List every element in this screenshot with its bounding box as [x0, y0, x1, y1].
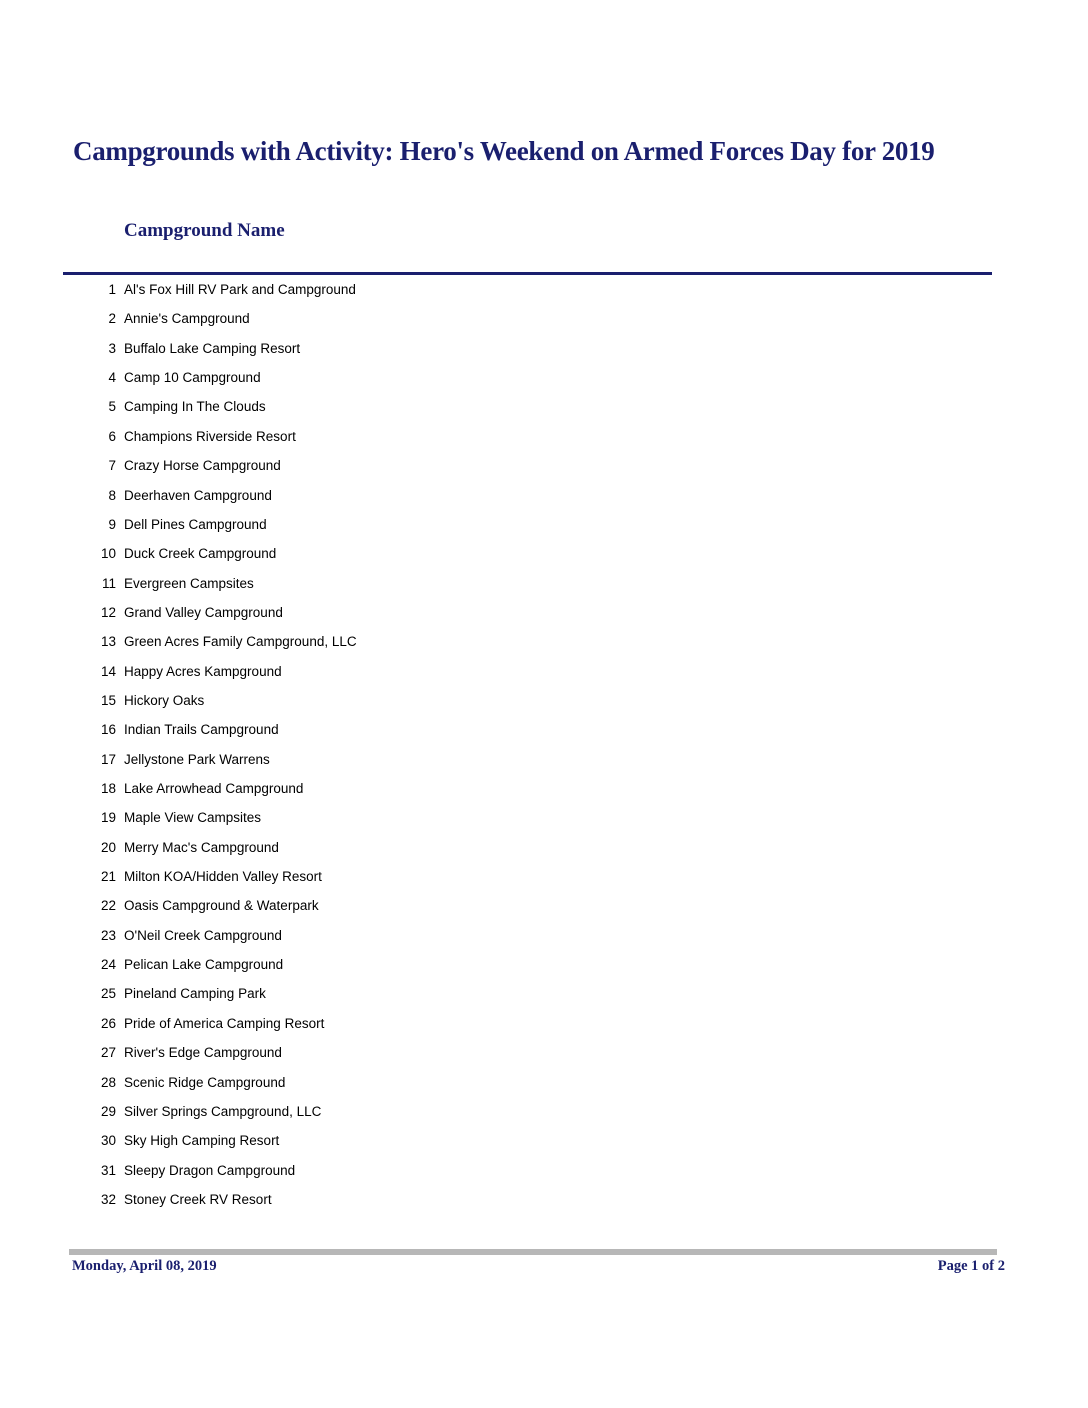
list-item: [60, 1073, 285, 1093]
row-number: 25: [100, 986, 116, 1002]
campground-name: Al's Fox Hill RV Park and Campground: [124, 282, 356, 297]
row-number: 15: [100, 692, 116, 708]
list-item: [60, 691, 204, 711]
row-number: 22: [100, 898, 116, 914]
row-number: 31: [100, 1162, 116, 1178]
list-item: [60, 955, 283, 975]
row-number: 32: [100, 1191, 116, 1207]
list-item: [60, 1043, 282, 1063]
campground-name: Pelican Lake Campground: [124, 957, 284, 973]
campground-name: Duck Creek Campground: [124, 546, 277, 562]
campground-name: Lake Arrowhead Campground: [124, 781, 304, 796]
list-item: [60, 808, 261, 828]
campground-name: River's Edge Campground: [124, 1045, 282, 1061]
list-item: [60, 838, 279, 858]
list-item: [60, 867, 322, 887]
row-number: 24: [100, 957, 116, 973]
list-item: [60, 632, 357, 652]
row-number: 14: [100, 663, 116, 679]
campground-name: Sky High Camping Resort: [124, 1133, 280, 1149]
row-number: 20: [100, 839, 116, 855]
header-divider: [63, 272, 992, 275]
list-item: [60, 427, 296, 447]
row-number: 16: [100, 722, 116, 738]
campground-name: O'Neil Creek Campground: [124, 927, 282, 943]
campground-name: Evergreen Campsites: [124, 575, 254, 591]
page-indicator: Page 1 of 2: [937, 1258, 1005, 1274]
list-item: [60, 662, 282, 682]
campground-name: Jellystone Park Warrens: [124, 751, 270, 767]
row-number: 13: [100, 634, 116, 650]
campground-name: Maple View Campsites: [124, 810, 262, 826]
row-number: 18: [100, 781, 116, 796]
list-item: [60, 1161, 295, 1181]
list-item: [60, 309, 250, 329]
list-item: [60, 1131, 279, 1151]
list-item: [60, 339, 300, 359]
list-item: [60, 544, 276, 564]
list-item: [60, 368, 261, 388]
row-number: 29: [100, 1103, 116, 1119]
row-number: 17: [100, 751, 116, 767]
list-item: [60, 397, 266, 417]
campground-name: Scenic Ridge Campground: [124, 1074, 286, 1090]
campground-name: Sleepy Dragon Campground: [124, 1162, 296, 1178]
campground-name: Oasis Campground & Waterpark: [124, 898, 319, 914]
campground-name: Grand Valley Campground: [124, 604, 283, 620]
campground-name: Happy Acres Kampground: [124, 663, 282, 679]
report-title: Campgrounds with Activity: Hero's Weekend on Armed Forces Day for 2019: [73, 136, 935, 166]
campground-name: Stoney Creek RV Resort: [124, 1191, 272, 1207]
row-number: 27: [100, 1045, 116, 1061]
row-number: 19: [100, 810, 116, 826]
list-item: [60, 1190, 272, 1210]
list-item: [60, 1014, 324, 1034]
campground-name: Merry Mac's Campground: [124, 839, 279, 855]
list-item: [60, 896, 319, 916]
list-item: [60, 515, 267, 535]
campground-name: Hickory Oaks: [124, 692, 205, 708]
row-number: 1: [108, 282, 116, 297]
list-item: [60, 750, 270, 770]
row-number: 28: [100, 1074, 116, 1090]
campground-name: Camp 10 Campground: [124, 370, 261, 386]
list-item: [60, 779, 303, 799]
row-number: 23: [100, 927, 116, 943]
row-number: 30: [100, 1133, 116, 1149]
campground-name: Dell Pines Campground: [124, 516, 267, 532]
campground-name: Green Acres Family Campground, LLC: [124, 634, 357, 650]
footer-date: Monday, April 08, 2019: [72, 1258, 217, 1274]
row-number: 12: [100, 604, 116, 620]
list-item: [60, 486, 272, 506]
row-number: 9: [108, 516, 116, 532]
row-number: 5: [108, 399, 116, 415]
row-number: 21: [100, 869, 116, 884]
campground-name: Crazy Horse Campground: [124, 458, 281, 474]
row-number: 3: [108, 340, 116, 356]
campground-name: Pineland Camping Park: [124, 986, 266, 1002]
campground-name: Indian Trails Campground: [124, 722, 279, 738]
list-item: [60, 926, 282, 946]
list-item: [60, 720, 279, 740]
list-item: [60, 456, 281, 476]
row-number: 2: [108, 311, 116, 327]
campground-name: Milton KOA/Hidden Valley Resort: [124, 869, 322, 884]
campground-name: Pride of America Camping Resort: [124, 1015, 325, 1031]
row-number: 6: [108, 428, 116, 444]
row-number: 7: [108, 458, 116, 474]
list-item: [60, 1102, 321, 1122]
footer-divider: [69, 1249, 997, 1255]
list-item: [60, 574, 254, 594]
campground-name: Annie's Campground: [124, 311, 250, 327]
list-item: [60, 603, 283, 623]
campground-name: Champions Riverside Resort: [124, 428, 296, 444]
row-number: 26: [100, 1015, 116, 1031]
campground-name: Buffalo Lake Camping Resort: [124, 340, 301, 356]
column-header-campground-name: Campground Name: [124, 220, 285, 241]
row-number: 8: [108, 487, 116, 503]
campground-name: Camping In The Clouds: [124, 399, 266, 415]
list-item: [60, 280, 356, 300]
row-number: 10: [100, 546, 116, 562]
campground-name: Deerhaven Campground: [124, 487, 272, 503]
campground-name: Silver Springs Campground, LLC: [124, 1103, 322, 1119]
row-number: 11: [101, 575, 116, 591]
list-item: [60, 984, 266, 1004]
row-number: 4: [108, 370, 116, 386]
